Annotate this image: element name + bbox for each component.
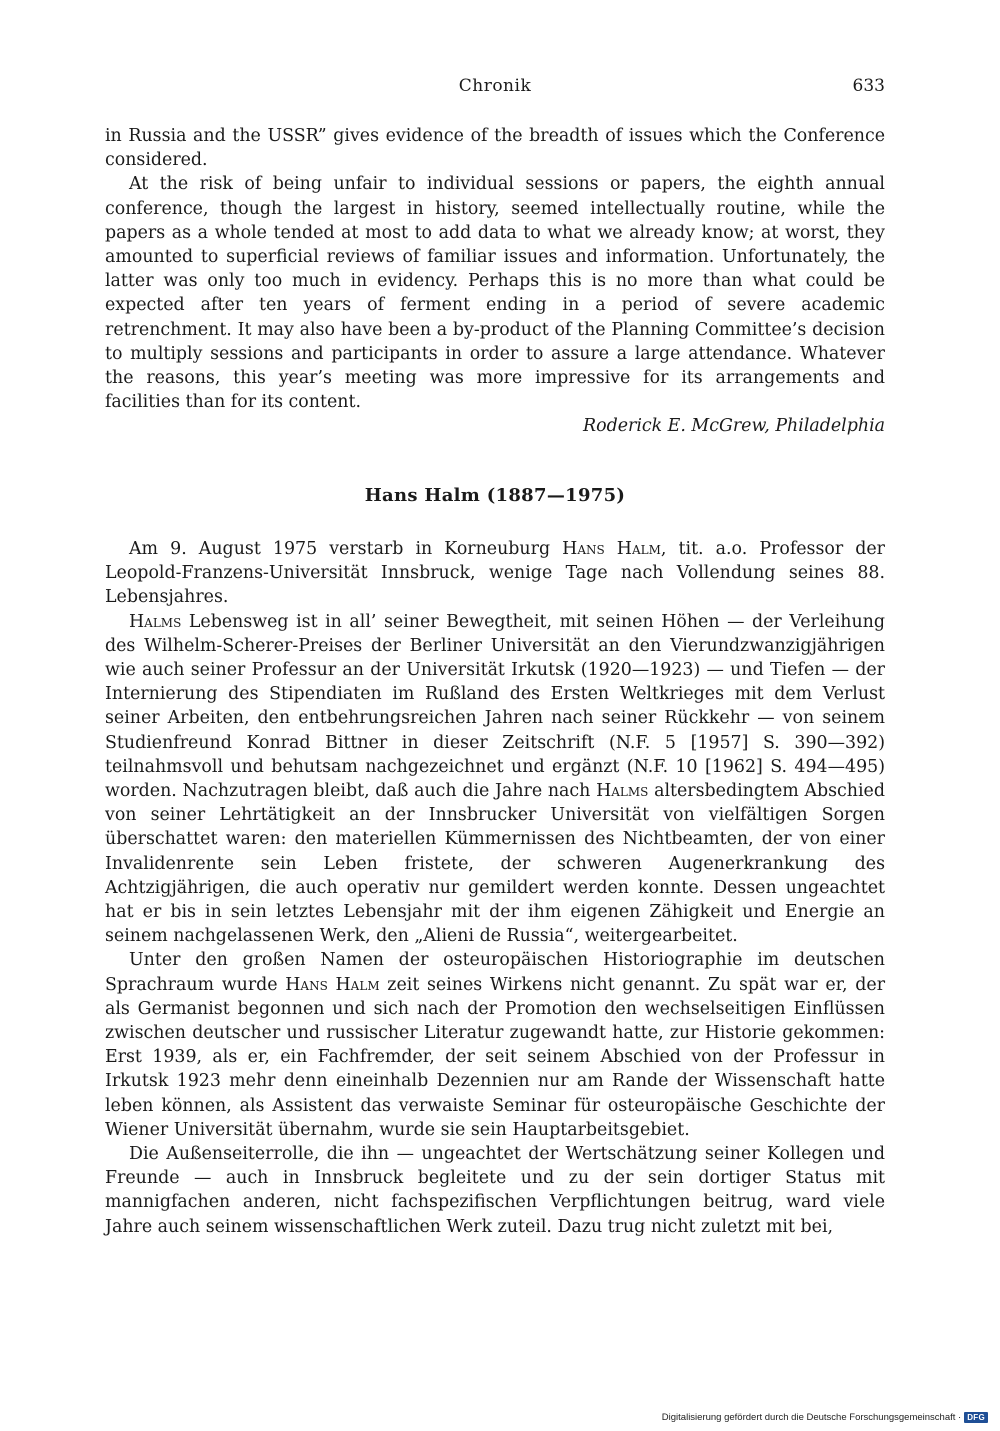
article-paragraph-1 [105,537,885,610]
person-name: Hans Halm [285,974,380,995]
article-paragraph-3 [105,948,885,1142]
dfg-logo-icon: DFG [964,1412,988,1423]
footer-credit: Digitalisierung gefördert durch die Deutsche Forschungsgemeinschaft · [661,1412,962,1423]
article-title: Hans Halm (1887—1975) [364,485,626,506]
text-run: Unter den großen Namen der osteuropäischen Historiographie im deutschen Sprachraum wurde [105,950,885,995]
text-run: Lebensweg ist in all’ seiner Bewegtheit, mit seinen Höhen — der Verleihung des Wilhelm-Scherer-Preises der Berliner Universität an den Vierundzwanzigjährigen wie auch seiner Professur an der Universität Irkutsk (1920—1923) — und Tiefen — der Internierung des Stipendiaten im Rußland des Ersten Weltkrieges mit dem Verlust seiner Arbeiten, den entbehrungsreichen Jahren nach seiner Rückkehr — von seinem Studienfreund Konrad Bittner in dieser Zeitschrift (N.F. 5 [1957] S. 390—392) teilnahmsvoll und behutsam nachgezeichnet und ergänzt (N.F. 10 [1962] S. 494—495) worden. Nachzutragen bleibt, daß auch die Jahre nach [105,611,885,802]
author-signature: Roderick E. McGrew, Philadelphia [583,416,885,437]
person-name: Hans Halm [562,539,661,559]
text-run: Am 9. August 1975 verstarb in Korneuburg [129,539,563,559]
article-body [105,537,885,1239]
person-name: Halms [129,611,182,632]
running-header [105,76,885,100]
person-name: Halms [596,781,649,802]
article-paragraph-4: Die Außenseiterrolle, die ihn — ungeachtet der Wertschätzung seiner Kollegen und Freunde — auch in Innsbruck begleitete und zu der sein dortiger Status mit mannigfachen anderen, nicht fachspezifischen Verpflichtungen beitrug, ward viele Jahre auch seinem wissenschaftlichen Werk zuteil. Dazu trug nicht zuletzt mit bei, [105,1144,885,1237]
previous-article-text [105,124,885,439]
text-run: , tit. a.o. Professor der Leopold-Franzens-Universität Innsbruck, wenige Tage nach Vollendung seines 88. Lebensjahres. [105,539,885,608]
running-title: Chronik [458,76,532,96]
previous-paragraph-1: in Russia and the USSR” gives evidence of the breadth of issues which the Conference considered. [105,126,885,171]
previous-paragraph-2: At the risk of being unfair to individual sessions or papers, the eighth annual conference, though the largest in history, seemed intellectually routine, while the papers as a whole tended at most to add data to what we already know; at worst, they amounted to superficial reviews of familiar issues and information. Unfortunately, the latter was only too much in evidency. Perhaps this is no more than what could be expected after ten years of ferment ending in a period of severe academic retrenchment. It may also have been a by-product of the Planning Committee’s decision to multiply sessions and participants in order to assure a large attendance. Whatever the reasons, this year’s meeting was more impressive for its arrangements and facilities than for its content. [105,174,885,413]
digitization-footer [662,1412,988,1423]
text-run: zeit seines Wirkens nicht genannt. Zu spät war er, der als Germanist begonnen und sich nach der Promotion den wechselseitigen Einflüssen zwischen deutscher und russischer Literatur zugewandt hatte, zur Historie gekommen: Erst 1939, als er, ein Fachfremder, der seit seinem Abschied von der Professur in Irkutsk 1923 mehr denn eineinhalb Dezennien nur am Rande der Wissenschaft hatte leben können, als Assistent das verwaiste Seminar für osteuropäische Geschichte der Wiener Universität übernahm, wurde sie sein Hauptarbeitsgebiet. [105,974,886,1140]
page-number: 633 [852,76,885,96]
article-paragraph-2 [105,610,885,949]
text-run: altersbedingtem Abschied von seiner Lehrtätigkeit an der Innsbrucker Universität von vielfältigen Sorgen überschattet waren: den materiellen Kümmernissen des Nichtbeamten, der von einer Invalidenrente sein Leben fristete, der schweren Augenerkrankung des Achtzigjährigen, die auch operativ nur gemildert werden konnte. Dessen ungeachtet hat er bis in sein letztes Lebensjahr mit der ihm eigenen Zähigkeit und Energie an seinem nachgelassenen Werk, den „Alieni de Russia“, weitergearbeitet. [105,781,885,947]
